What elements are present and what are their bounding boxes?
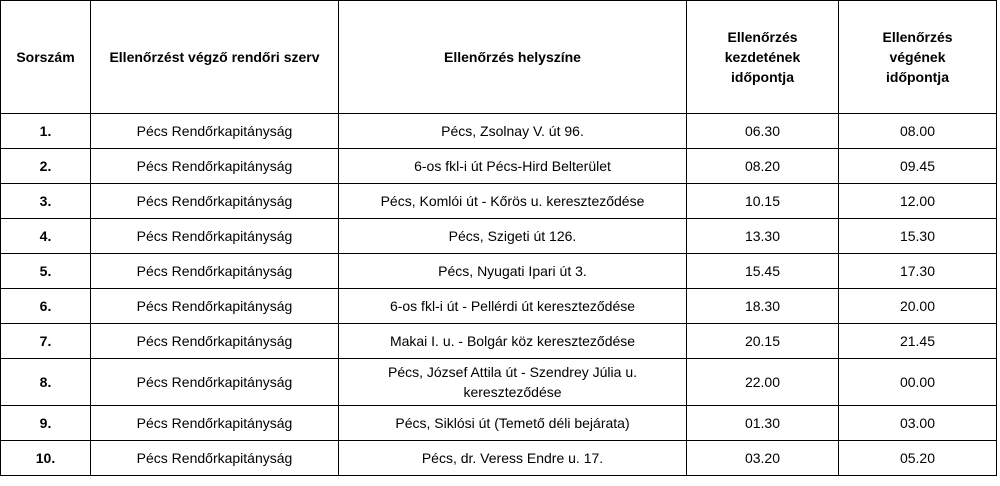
cell-number-text: 8. xyxy=(39,374,52,390)
cell-location-text: Pécs, Nyugati Ipari út 3. xyxy=(438,263,587,279)
cell-end-time xyxy=(839,359,997,406)
cell-agency-text: Pécs Rendőrkapitányság xyxy=(136,333,293,349)
cell-number xyxy=(1,184,91,219)
header-agency: Ellenőrzést végző rendőri szerv xyxy=(91,1,339,114)
cell-number xyxy=(1,359,91,406)
cell-start-time xyxy=(687,254,839,289)
cell-agency xyxy=(91,254,339,289)
cell-end-time-text: 09.45 xyxy=(899,158,936,174)
cell-location-text: Pécs, Zsolnay V. út 96. xyxy=(441,123,584,139)
header-end-time: Ellenőrzés végének időpontja xyxy=(839,1,997,114)
cell-location xyxy=(339,219,687,254)
cell-number xyxy=(1,114,91,149)
cell-number-text: 5. xyxy=(39,263,52,279)
cell-number-text: 6. xyxy=(39,298,52,314)
cell-number xyxy=(1,406,91,441)
cell-number-text: 10. xyxy=(35,450,56,466)
table-header-row xyxy=(1,1,997,114)
table-row xyxy=(1,149,997,184)
cell-end-time-text: 05.20 xyxy=(899,450,936,466)
header-start-time: Ellenőrzés kezdetének időpontja xyxy=(687,1,839,114)
cell-end-time-text: 03.00 xyxy=(899,415,936,431)
cell-agency xyxy=(91,289,339,324)
cell-end-time xyxy=(839,254,997,289)
cell-number-text: 2. xyxy=(39,158,52,174)
cell-start-time-text: 15.45 xyxy=(744,263,781,279)
cell-start-time xyxy=(687,441,839,476)
cell-agency-text: Pécs Rendőrkapitányság xyxy=(136,263,293,279)
cell-location xyxy=(339,289,687,324)
cell-number-text: 4. xyxy=(39,228,52,244)
cell-end-time-text: 20.00 xyxy=(899,298,936,314)
cell-agency-text: Pécs Rendőrkapitányság xyxy=(136,415,293,431)
cell-number xyxy=(1,219,91,254)
cell-end-time-text: 08.00 xyxy=(899,123,936,139)
cell-agency-text: Pécs Rendőrkapitányság xyxy=(136,228,293,244)
cell-number-text: 1. xyxy=(39,123,52,139)
cell-agency-text: Pécs Rendőrkapitányság xyxy=(136,123,293,139)
cell-number-text: 9. xyxy=(39,415,52,431)
cell-agency-text: Pécs Rendőrkapitányság xyxy=(136,450,293,466)
table-row xyxy=(1,184,997,219)
cell-end-time xyxy=(839,219,997,254)
cell-start-time-text: 18.30 xyxy=(744,298,781,314)
cell-number xyxy=(1,441,91,476)
cell-number xyxy=(1,289,91,324)
cell-agency xyxy=(91,406,339,441)
cell-start-time xyxy=(687,324,839,359)
cell-number-text: 7. xyxy=(39,333,52,349)
cell-start-time xyxy=(687,219,839,254)
cell-location xyxy=(339,184,687,219)
cell-end-time-text: 17.30 xyxy=(899,263,936,279)
table-row xyxy=(1,219,997,254)
cell-location xyxy=(339,114,687,149)
cell-location-text: Pécs, Siklósi út (Temető déli bejárata) xyxy=(395,415,630,431)
cell-location xyxy=(339,324,687,359)
cell-number-text: 3. xyxy=(39,193,52,209)
header-location: Ellenőrzés helyszíne xyxy=(339,1,687,114)
cell-start-time-text: 22.00 xyxy=(744,374,781,390)
cell-start-time-text: 13.30 xyxy=(744,228,781,244)
cell-location-text: Pécs, József Attila út - Szendrey Júlia u. kereszteződése xyxy=(387,364,637,400)
cell-agency-text: Pécs Rendőrkapitányság xyxy=(136,374,293,390)
cell-start-time-text: 10.15 xyxy=(744,193,781,209)
cell-end-time xyxy=(839,406,997,441)
cell-agency xyxy=(91,184,339,219)
cell-agency xyxy=(91,114,339,149)
cell-agency xyxy=(91,324,339,359)
table-row xyxy=(1,406,997,441)
table-row xyxy=(1,441,997,476)
cell-agency xyxy=(91,219,339,254)
cell-location xyxy=(339,359,687,406)
table-row xyxy=(1,254,997,289)
cell-agency xyxy=(91,149,339,184)
cell-agency-text: Pécs Rendőrkapitányság xyxy=(136,193,293,209)
cell-location xyxy=(339,149,687,184)
cell-end-time-text: 12.00 xyxy=(899,193,936,209)
cell-start-time-text: 03.20 xyxy=(744,450,781,466)
table-row xyxy=(1,114,997,149)
cell-start-time xyxy=(687,114,839,149)
cell-start-time-text: 08.20 xyxy=(744,158,781,174)
cell-end-time xyxy=(839,441,997,476)
cell-agency-text: Pécs Rendőrkapitányság xyxy=(136,158,293,174)
cell-location-text: Pécs, Komlói út - Kőrös u. kereszteződése xyxy=(380,193,645,209)
cell-end-time xyxy=(839,184,997,219)
cell-start-time xyxy=(687,359,839,406)
cell-number xyxy=(1,149,91,184)
cell-number xyxy=(1,324,91,359)
header-number: Sorszám xyxy=(1,1,91,114)
cell-start-time-text: 20.15 xyxy=(744,333,781,349)
cell-location xyxy=(339,254,687,289)
cell-agency xyxy=(91,359,339,406)
cell-start-time xyxy=(687,289,839,324)
cell-number xyxy=(1,254,91,289)
cell-agency-text: Pécs Rendőrkapitányság xyxy=(136,298,293,314)
cell-start-time xyxy=(687,406,839,441)
cell-end-time-text: 15.30 xyxy=(899,228,936,244)
cell-agency xyxy=(91,441,339,476)
table-row xyxy=(1,289,997,324)
table-row xyxy=(1,359,997,406)
cell-start-time xyxy=(687,149,839,184)
cell-start-time xyxy=(687,184,839,219)
cell-end-time xyxy=(839,289,997,324)
cell-location xyxy=(339,406,687,441)
cell-start-time-text: 01.30 xyxy=(744,415,781,431)
cell-end-time-text: 21.45 xyxy=(899,333,936,349)
cell-location-text: Pécs, dr. Veress Endre u. 17. xyxy=(421,450,604,466)
cell-end-time xyxy=(839,114,997,149)
cell-end-time-text: 00.00 xyxy=(899,374,936,390)
cell-start-time-text: 06.30 xyxy=(744,123,781,139)
cell-location xyxy=(339,441,687,476)
table-row xyxy=(1,324,997,359)
cell-location-text: Pécs, Szigeti út 126. xyxy=(448,228,577,244)
cell-location-text: 6-os fkl-i út - Pellérdi út kereszteződése xyxy=(389,298,636,314)
cell-location-text: 6-os fkl-i út Pécs-Hird Belterület xyxy=(414,158,611,174)
cell-end-time xyxy=(839,324,997,359)
cell-location-text: Makai I. u. - Bolgár köz kereszteződése xyxy=(389,333,636,349)
cell-end-time xyxy=(839,149,997,184)
